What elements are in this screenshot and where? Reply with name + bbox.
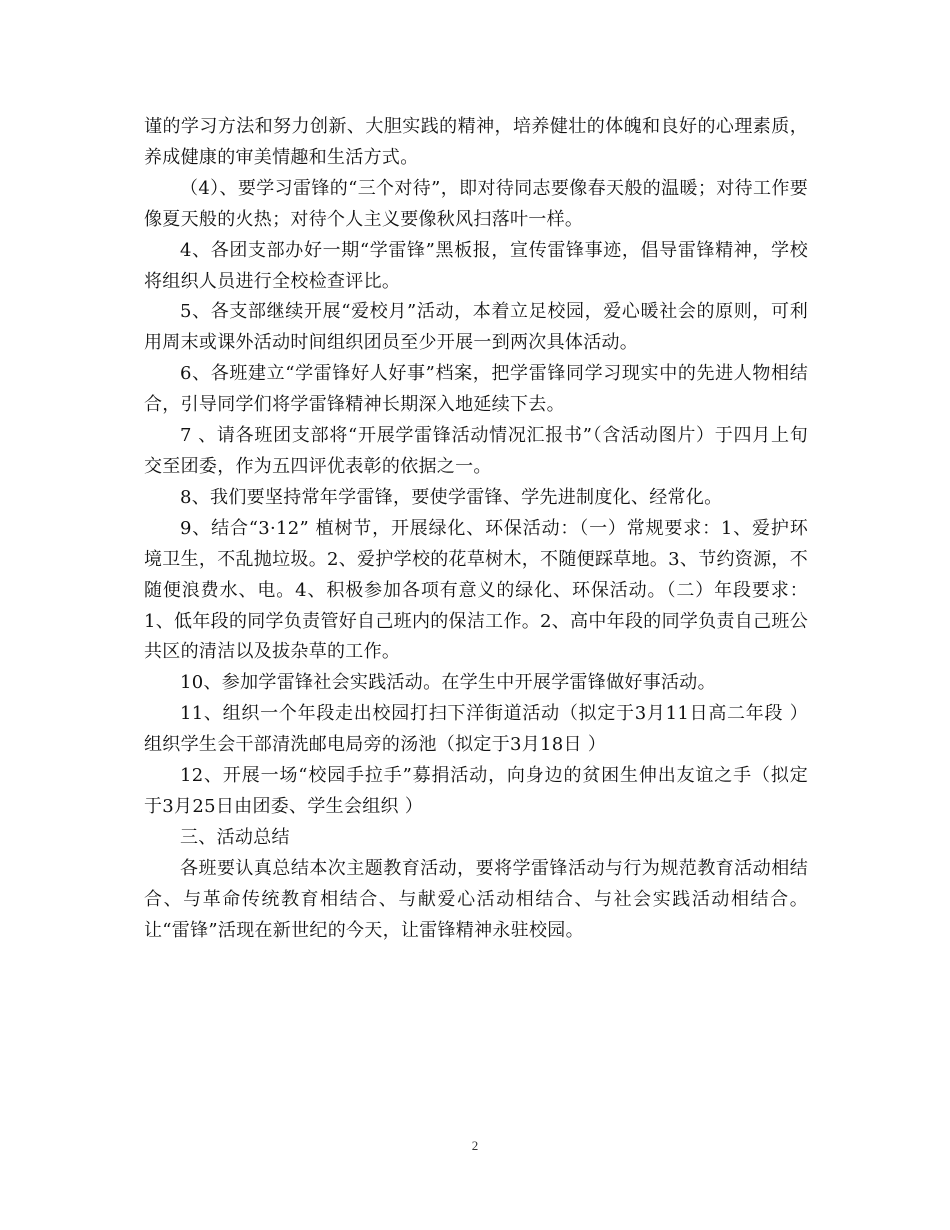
document-body — [144, 112, 808, 946]
section-heading-summary: 三、活动总结 — [180, 826, 290, 848]
paragraph-item-9-arbor-day: 9、结合“3·12” 植树节，开展绿化、环保活动：（一）常规要求：1、爱护环境卫生，不乱抛垃圾。2、爱护学校的花草树木，不随便踩草地。3、节约资源，不随便浪费水、电。4、积极参加各项有意义的绿化、环保活动。（二）年段要求：1、低年段的同学负责管好自己班内的保洁工作。2、高中年段的同学负责自己班公共区的清洁以及拔杂草的工作。 — [144, 517, 809, 663]
paragraph-item-4-blackboard: 4、各团支部办好一期“学雷锋”黑板报，宣传雷锋事迹，倡导雷锋精神，学校将组织人员进行全校检查评比。 — [144, 239, 808, 292]
paragraph-item-11-street-cleaning: 11、组织一个年段走出校园打扫下洋街道活动（拟定于3月11日高二年段 ）组织学生会干部清洗邮电局旁的汤池（拟定于3月18日 ） — [144, 703, 808, 756]
paragraph-summary: 各班要认真总结本次主题教育活动，要将学雷锋活动与行为规范教育活动相结合、与革命传统教育相结合、与献爱心活动相结合、与社会实践活动相结合。让“雷锋”活现在新世纪的今天，让雷锋精神永驻校园。 — [144, 857, 808, 941]
paragraph-item-4-three-attitudes: （4）、要学习雷锋的“三个对待”，即对待同志要像春天般的温暖；对待工作要像夏天般的火热；对待个人主义要像秋风扫落叶一样。 — [144, 177, 808, 230]
paragraph-continuation: 谨的学习方法和努力创新、大胆实践的精神，培养健壮的体魄和良好的心理素质，养成健康的审美情趣和生活方式。 — [144, 116, 808, 168]
paragraph-item-10-practice: 10、参加学雷锋社会实践活动。在学生中开展学雷锋做好事活动。 — [180, 672, 716, 694]
paragraph-item-8-persist: 8、我们要坚持常年学雷锋，要使学雷锋、学先进制度化、经常化。 — [180, 486, 723, 508]
page-number: 2 — [471, 1138, 479, 1153]
paragraph-item-5-love-school: 5、各支部继续开展“爱校月”活动，本着立足校园，爱心暖社会的原则，可利用周末或课外活动时间组织团员至少开展一到两次具体活动。 — [144, 301, 808, 354]
paragraph-item-12-donation: 12、开展一场“校园手拉手”募捐活动，向身边的贫困生伸出友谊之手（拟定于3月25日由团委、学生会组织 ） — [144, 765, 808, 817]
paragraph-item-6-archive: 6、各班建立“学雷锋好人好事”档案，把学雷锋同学习现实中的先进人物相结合，引导同学们将学雷锋精神长期深入地延续下去。 — [144, 363, 808, 416]
paragraph-item-7-report: 7 、请各班团支部将“开展学雷锋活动情况汇报书”（含活动图片）于四月上旬交至团委，作为五四评优表彰的依据之一。 — [144, 425, 808, 477]
